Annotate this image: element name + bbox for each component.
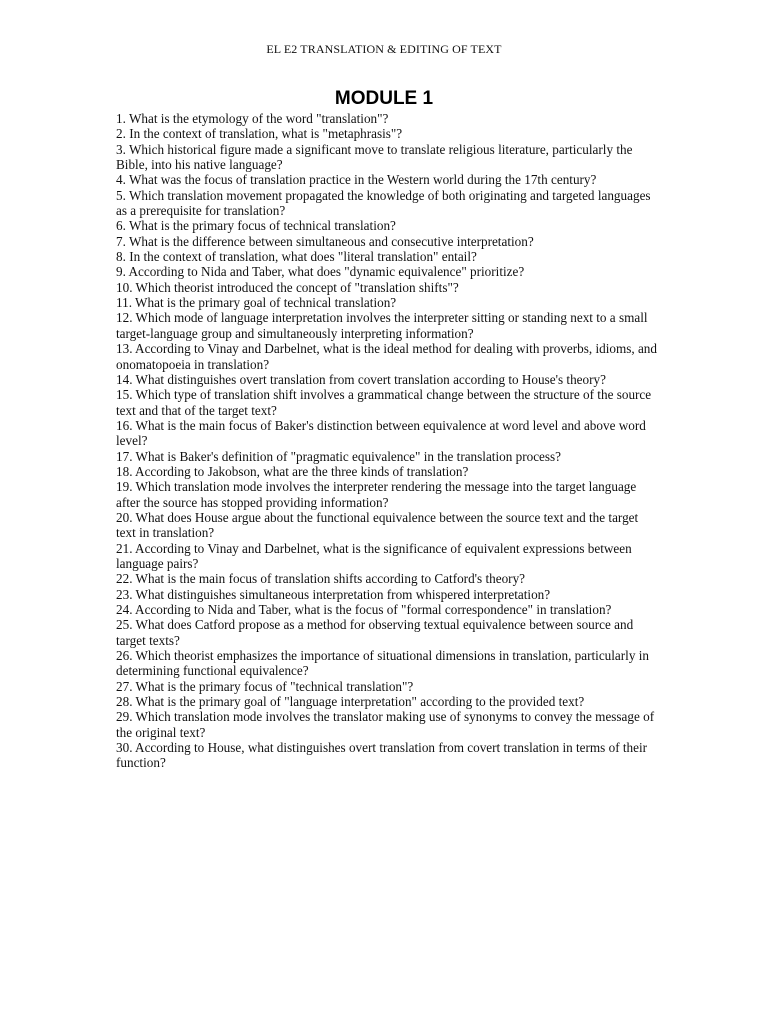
question-item: 15. Which type of translation shift involves a grammatical change between the structure of the source text and that of the target text? xyxy=(116,387,652,418)
running-header: EL E2 TRANSLATION & EDITING OF TEXT xyxy=(266,42,502,56)
question-item: 19. Which translation mode involves the interpreter rendering the message into the target language after the source has stopped providing information? xyxy=(116,479,637,510)
question-item: 24. According to Nida and Taber, what is the focus of "formal correspondence" in translation? xyxy=(116,602,612,617)
question-item: 13. According to Vinay and Darbelnet, what is the ideal method for dealing with proverbs, idioms, and onomatopoeia in translation? xyxy=(116,341,657,372)
question-item: 4. What was the focus of translation practice in the Western world during the 17th century? xyxy=(116,172,597,188)
question-item: 2. In the context of translation, what is "metaphrasis"? xyxy=(116,126,403,142)
question-item: 22. What is the main focus of translation shifts according to Catford's theory? xyxy=(116,571,526,587)
question-item: 18. According to Jakobson, what are the three kinds of translation? xyxy=(116,463,469,479)
question-item: 16. What is the main focus of Baker's distinction between equivalence at word level and above word level? xyxy=(116,417,646,449)
question-item: 9. According to Nida and Taber, what does "dynamic equivalence" prioritize? xyxy=(116,264,525,280)
question-item: 21. According to Vinay and Darbelnet, what is the significance of equivalent expressions between language pairs? xyxy=(116,540,632,571)
question-item: 8. In the context of translation, what does "literal translation" entail? xyxy=(116,249,477,265)
question-item: 12. Which mode of language interpretation involves the interpreter sitting or standing next to a small target-language group and simultaneously interpreting information? xyxy=(116,310,648,341)
question-item: 27. What is the primary focus of "technical translation"? xyxy=(116,678,414,694)
question-item: 5. Which translation movement propagated the knowledge of both originating and targeted languages as a prerequisite for translation? xyxy=(116,187,651,219)
question-item: 23. What distinguishes simultaneous interpretation from whispered interpretation? xyxy=(116,586,551,602)
question-item: 10. Which theorist introduced the concept of "translation shifts"? xyxy=(116,279,459,295)
question-item: 3. Which historical figure made a significant move to translate religious literature, particularly the Bible, into his native language? xyxy=(116,141,633,173)
question-item: 17. What is Baker's definition of "pragmatic equivalence" in the translation process? xyxy=(116,448,562,464)
question-item: 6. What is the primary focus of technical translation? xyxy=(116,218,396,234)
question-item: 28. What is the primary goal of "language interpretation" according to the provided text? xyxy=(116,694,585,710)
question-item: 20. What does House argue about the functional equivalence between the source text and the target text in translation? xyxy=(116,509,639,541)
question-item: 1. What is the etymology of the word "translation"? xyxy=(116,111,389,126)
question-item: 30. According to House, what distinguishes overt translation from covert translation in terms of their function? xyxy=(116,740,648,771)
question-list xyxy=(116,111,658,771)
question-item: 26. Which theorist emphasizes the importance of situational dimensions in translation, particularly in determining functional equivalence? xyxy=(116,648,649,679)
question-item: 29. Which translation mode involves the translator making use of synonyms to convey the message of the original text? xyxy=(116,709,655,740)
page-title: MODULE 1 xyxy=(334,88,434,109)
question-item: 11. What is the primary goal of technical translation? xyxy=(116,295,397,311)
question-item: 25. What does Catford propose as a method for observing textual equivalence between source and target texts? xyxy=(116,617,634,648)
question-item: 7. What is the difference between simultaneous and consecutive interpretation? xyxy=(116,233,534,249)
question-item: 14. What distinguishes overt translation from covert translation according to House's theory? xyxy=(116,371,606,387)
